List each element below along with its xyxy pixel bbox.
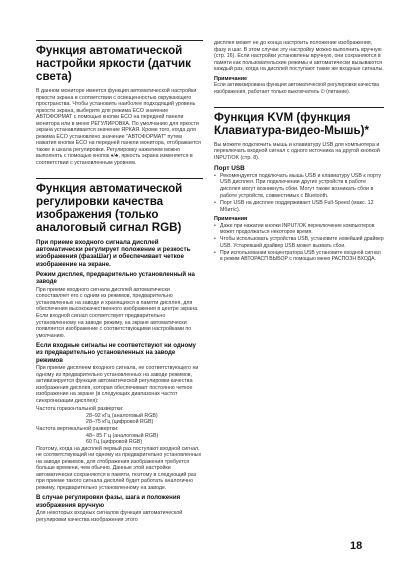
section-divider: [214, 107, 384, 108]
notes-list: [214, 223, 384, 263]
section-divider: [36, 40, 203, 41]
auto-image-lead: При приеме входного сигнала дисплей автоматически регулирует положение и резкость изображения (фазаШаг) и обеспечивает четкое изображение на экране.: [36, 238, 191, 268]
vertical-frequency-digital: 60 Гц (цифровой RGB): [86, 439, 143, 446]
list-item: • Даже при нажатии кнопки INPUT/OK переключение компьютеров может продолжаться некоторое время.: [214, 223, 384, 236]
manual-adjust-body: Для некоторых входных сигналов функция автоматической регулировки качества изображения этого: [36, 510, 183, 523]
vertical-frequency-analog: 48– 85 Г ц (аналоговый RGB): [86, 432, 159, 439]
section-divider: [36, 178, 203, 179]
kvm-heading: Функция KVM (функция Клавиатура-видео-Мышь)*: [214, 110, 369, 137]
brightness-body: В данном мониторе имеется функция автоматической настройки яркости экрана в соответствии с освещенностью окружающего пространства. Чтобы установить наиболее подходящий уровень яркости экрана, выберите для режима ECO значение АВТОФОРМАТ с помощью кнопки ECO на передней панели монитора или в меню РЕГУЛИРОВКА. По умолчанию для яркости экрана устанавливается значение ЯРКАЯ. Кроме того, когда для режима ECO установлено значение "АВТОФОРМАТ" путем нажатия кнопки ECO на передней панели монитора, отображается также и шкала регулировки. Регулировку нажатием можно выполнять с помощью кнопок ♦/♣, яркость экрана изменяется в соответствии с установленным уровнем.: [36, 88, 201, 167]
notes-heading: Примечания: [214, 216, 248, 223]
preset-mode-heading: Режим дисплея, предварительно установленный на заводе: [36, 271, 195, 286]
left-column: [36, 40, 203, 525]
kvm-section: [214, 107, 384, 263]
nonpreset-mode-body: При приеме дисплеем входного сигнала, не соответствующего ни одному из предварительно установленных на заводе режимов, активизируется функция автоматической регулировки качества изображения дисплея, которая обеспечивает постоянно четкое изображение на экране (в следующих диапазонах частот синхронизации дисплея):: [36, 365, 199, 404]
preset-mode-body: При приеме входного сигнала дисплей автоматически сопоставляет его с одним из режимов, предварительно установленных на заводе и хранящихся в памяти дисплея, для обеспечения высококачественного изображения в центре экрана. Если входной сигнал соответствует предварительно установленному на заводе режиму, на экране автоматически появляется изображение с соответствующими настройками по умолчанию.: [36, 286, 199, 339]
auto-image-tail: Поэтому, когда на дисплей первый раз поступают входной сигнал, не соответствующий ни одному из предварительно установленных на заводе режимов, для отображения изображения требуется больше времени, чем обычно. Данные этой настройки автоматически сохраняются в памяти, поэтому в следующий раз при приеме такого сигнала дисплей будет работать аналогично режиму, предварительно установленному на заводе.: [36, 445, 202, 491]
list-item: • Рекомендуется подключать мышь USB и клавиатуру USB к порту USB дисплея. При подключении других устройств в работе дисплея могут возникнуть сбои. Могут также возникать сбои в работе устройств, совместимых с Bluetooth.: [214, 173, 384, 199]
list-item: • Чтобы использовать устройства USB, установите новейший драйвер USB. Устаревший драйвер USB может вызвать сбои.: [214, 236, 384, 249]
brightness-heading: Функция автоматической настройки яркости (датчик света): [36, 44, 191, 83]
vertical-frequency-label: Частота вертикальной развертки:: [36, 425, 119, 432]
horizontal-frequency-label: Частота горизонтальной развертки:: [36, 406, 124, 413]
horizontal-frequency-digital: 28–75 кГц (цифровой RGB): [86, 419, 154, 426]
brightness-section: [36, 40, 203, 167]
continued-text: дисплея может не до конца настроить положение изображения, фазу и шаг. В этом случае эту настройку можно выполнить вручную (стр. 16). Если настройки установлены вручную, они сохраняются в памяти как пользовательские режимы и автоматически вызываются каждый раз, когда на дисплей поступают такие же входные сигналы.: [214, 40, 384, 73]
list-item: • Порт USB на дисплее поддерживает USB Full-Speed (макс. 12 Мбит/с).: [214, 200, 384, 213]
note-heading: Примечание: [214, 75, 248, 82]
manual-adjust-heading: В случае регулировки фазы, шага и положения изображения вручную: [36, 494, 181, 509]
usb-port-heading: Порт USB: [214, 164, 245, 172]
list-item: • При использовании концентратора USB установите входной сигнал в режим АВТОРАСП ВЫБОР с помощью меню РАСПОЗН ВХОДА.: [214, 250, 384, 263]
page-number: 18: [350, 540, 363, 552]
auto-image-heading: Функция автоматической регулировки качества изображения (только аналоговый сигнал RGB): [36, 181, 183, 234]
auto-image-section: [36, 178, 203, 524]
nonpreset-mode-heading: Если входные сигналы не соответствуют ни одному из предварительно установленных на заводе режимов: [36, 342, 196, 364]
right-column: [214, 40, 384, 264]
kvm-intro: Вы можете подключить мышь и клавиатуру USB для компьютера и переключать входной сигнал с одного источника на другой кнопкой INPUT/OK (стр. 8).: [214, 141, 380, 162]
horizontal-frequency-analog: 28–92 кГц (аналоговый RGB): [86, 412, 158, 419]
usb-bullet-list: [214, 173, 384, 213]
note-text: Если активизирована функция автоматической регулировки качества изображения, работает только выключатель ⏻ (питание).: [214, 82, 379, 95]
